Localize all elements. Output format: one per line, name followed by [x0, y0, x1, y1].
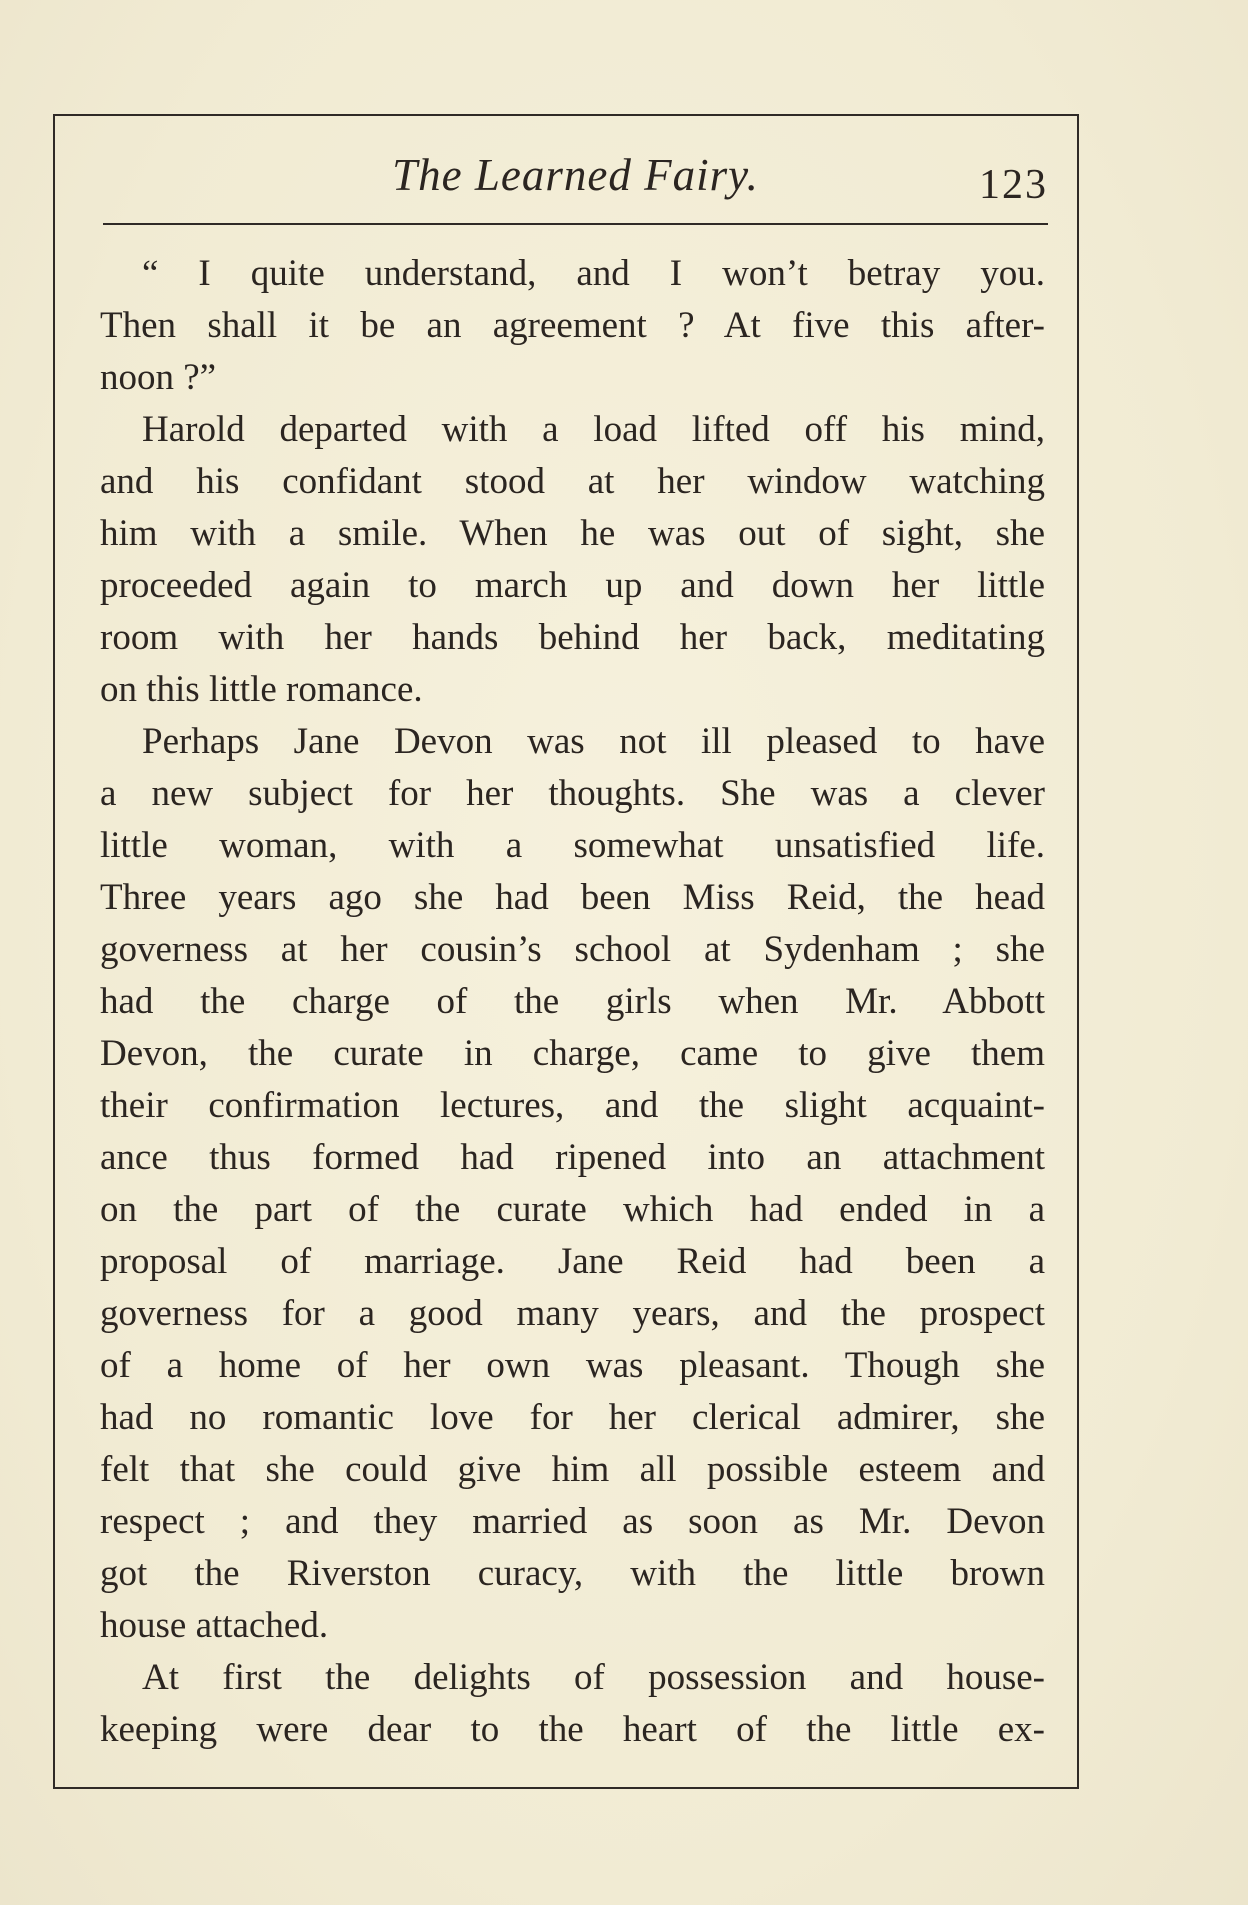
body-text	[100, 248, 1045, 1756]
text-line: house attached.	[100, 1605, 329, 1646]
text-line: of a home of her own was pleasant. Though she	[100, 1345, 1045, 1386]
text-line: and his confidant stood at her window watching	[100, 461, 1045, 502]
text-line: noon ?”	[100, 357, 217, 398]
text-line: got the Riverston curacy, with the little brown	[100, 1553, 1045, 1594]
header-rule	[103, 223, 1048, 225]
running-header	[103, 145, 1048, 208]
text-line: proposal of marriage. Jane Reid had been a	[100, 1241, 1045, 1282]
text-line: had no romantic love for her clerical admirer, she	[100, 1397, 1045, 1438]
text-line: a new subject for her thoughts. She was a clever	[100, 773, 1045, 814]
text-line: little woman, with a somewhat unsatisfied life.	[100, 825, 1045, 866]
text-line: Three years ago she had been Miss Reid, the head	[100, 877, 1045, 918]
text-line: Devon, the curate in charge, came to give them	[100, 1033, 1045, 1074]
text-line: “ I quite understand, and I won’t betray you.	[142, 253, 1045, 294]
text-line: Perhaps Jane Devon was not ill pleased to have	[142, 721, 1045, 762]
text-line: on the part of the curate which had ended in a	[100, 1189, 1045, 1230]
text-line: governess at her cousin’s school at Sydenham ; she	[100, 929, 1045, 970]
text-line: proceeded again to march up and down her little	[100, 565, 1045, 606]
text-line: ance thus formed had ripened into an attachment	[100, 1137, 1045, 1178]
text-line: governess for a good many years, and the prospect	[100, 1293, 1045, 1334]
text-line: him with a smile. When he was out of sight, she	[100, 513, 1045, 554]
text-line: keeping were dear to the heart of the little ex-	[100, 1709, 1045, 1750]
text-line: their confirmation lectures, and the slight acquaint-	[100, 1085, 1045, 1126]
text-line: Then shall it be an agreement ? At five this after-	[100, 305, 1045, 346]
text-line: on this little romance.	[100, 669, 423, 710]
text-line: At first the delights of possession and house-	[142, 1657, 1045, 1698]
text-line: felt that she could give him all possible esteem and	[100, 1449, 1045, 1490]
text-line: Harold departed with a load lifted off his mind,	[142, 409, 1045, 450]
text-line: respect ; and they married as soon as Mr. Devon	[100, 1501, 1045, 1542]
text-line: room with her hands behind her back, meditating	[100, 617, 1045, 658]
text-line: had the charge of the girls when Mr. Abbott	[100, 981, 1045, 1022]
running-title: The Learned Fairy.	[392, 150, 759, 200]
page-number: 123	[979, 162, 1048, 208]
